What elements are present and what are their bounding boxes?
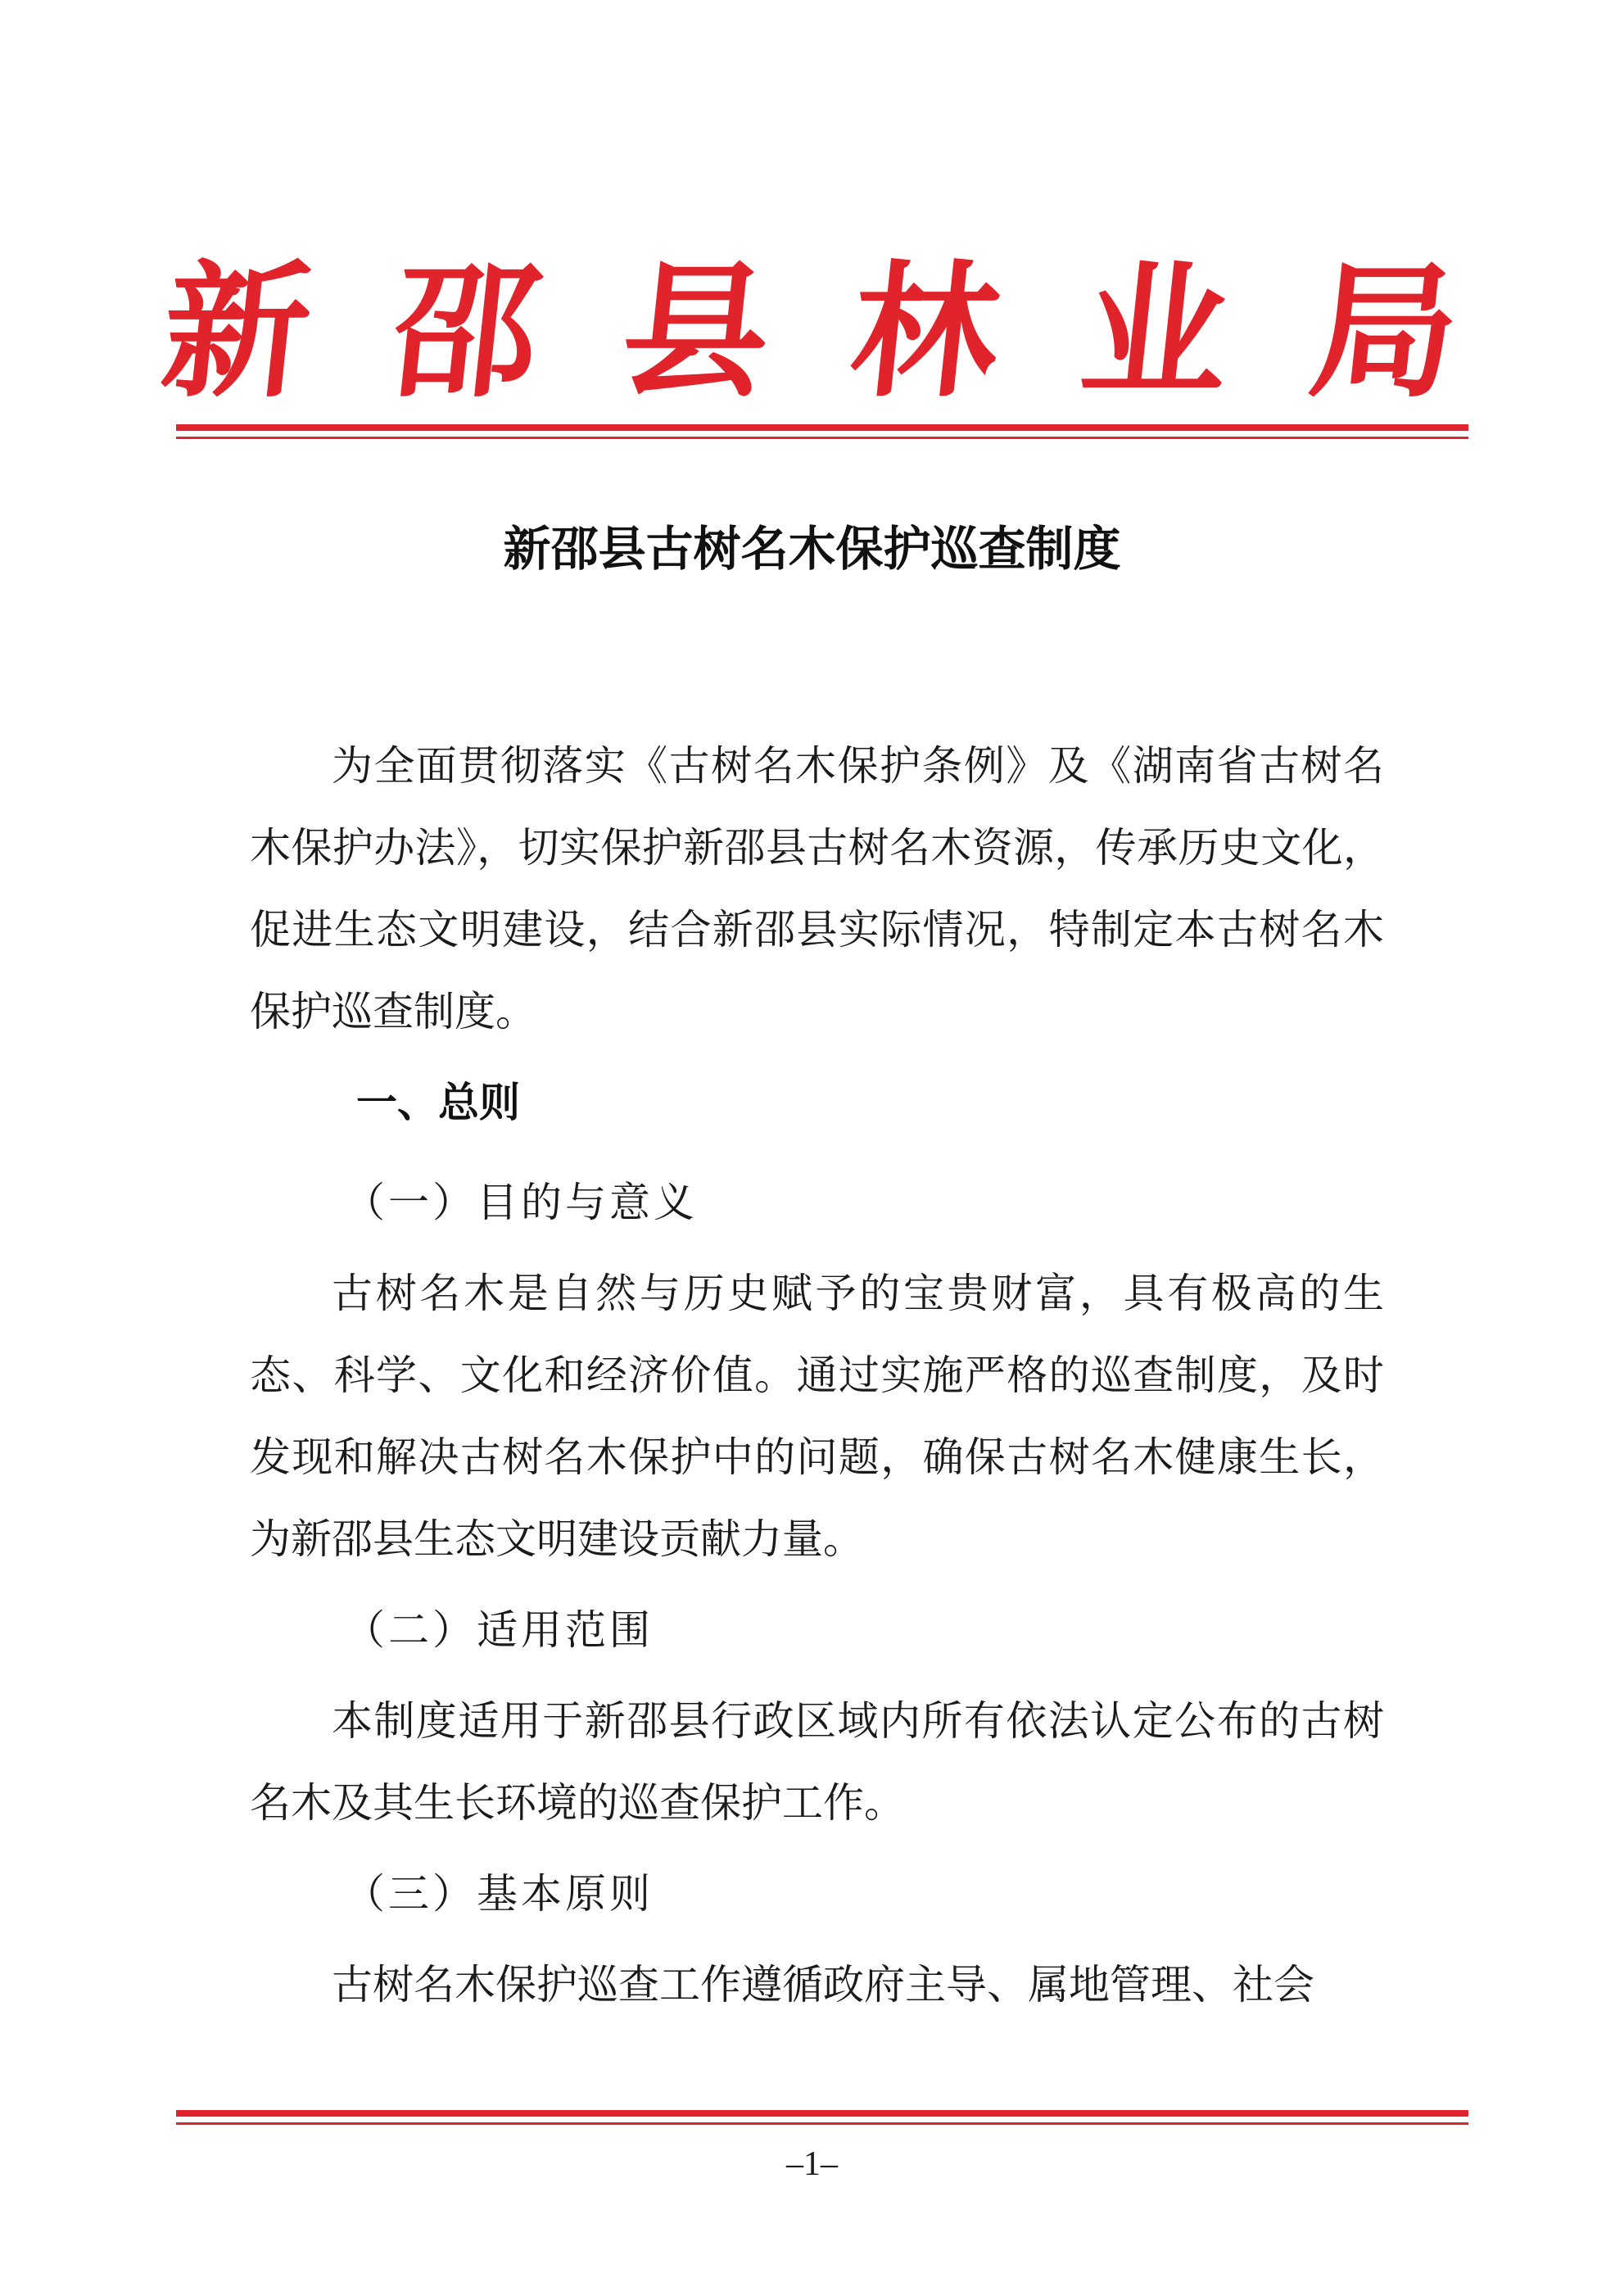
body-paragraph: 古树名木保护巡查工作遵循政府主导、属地管理、社会: [332, 1961, 1314, 2008]
body-paragraph: 本制度适用于新邵县行政区域内所有依法认定公布的古树名木及其生长环境的巡查保护工作。: [250, 1697, 1384, 1827]
subsection-heading: （一）目的与意义: [344, 1179, 698, 1226]
letterhead-char: 新: [155, 246, 319, 417]
subsection-heading: （二）适用范围: [344, 1606, 654, 1654]
section-heading: 一、总则: [356, 1079, 520, 1126]
letterhead: [155, 246, 1467, 418]
intro-paragraph: 为全面贯彻落实《古树名木保护条例》及《湖南省古树名木保护办法》，切实保护新邵县古树名木资源，传承历史文化，促进生态文明建设，结合新邵县实际情况，特制定本古树名木保护巡查制度。: [250, 742, 1384, 1035]
document-body: [250, 725, 1384, 2026]
footer-rule-thin: [176, 2122, 1468, 2125]
body-paragraph: 古树名木是自然与历史赋予的宝贵财富，具有极高的生态、科学、文化和经济价值。通过实施严格的巡查制度，及时发现和解决古树名木保护中的问题，确保古树名木健康生长，为新邵县生态文明建设贡献力量。: [250, 1270, 1384, 1563]
header-rule-thin: [176, 437, 1468, 439]
footer-rule-thick: [176, 2110, 1468, 2117]
letterhead-char: 业: [1073, 246, 1237, 417]
footer-red-rule: [176, 2110, 1468, 2125]
letterhead-char: 局: [1303, 246, 1467, 417]
header-red-rule: [176, 424, 1468, 439]
letterhead-char: 邵: [384, 246, 549, 417]
document-title: 新邵县古树名木保护巡查制度: [503, 521, 1121, 577]
page-number: –1–: [786, 2145, 838, 2183]
letterhead-char: 林: [844, 246, 1008, 417]
subsection-heading: （三）基本原则: [344, 1870, 654, 1918]
header-rule-thick: [176, 424, 1468, 431]
letterhead-char: 县: [613, 246, 778, 417]
